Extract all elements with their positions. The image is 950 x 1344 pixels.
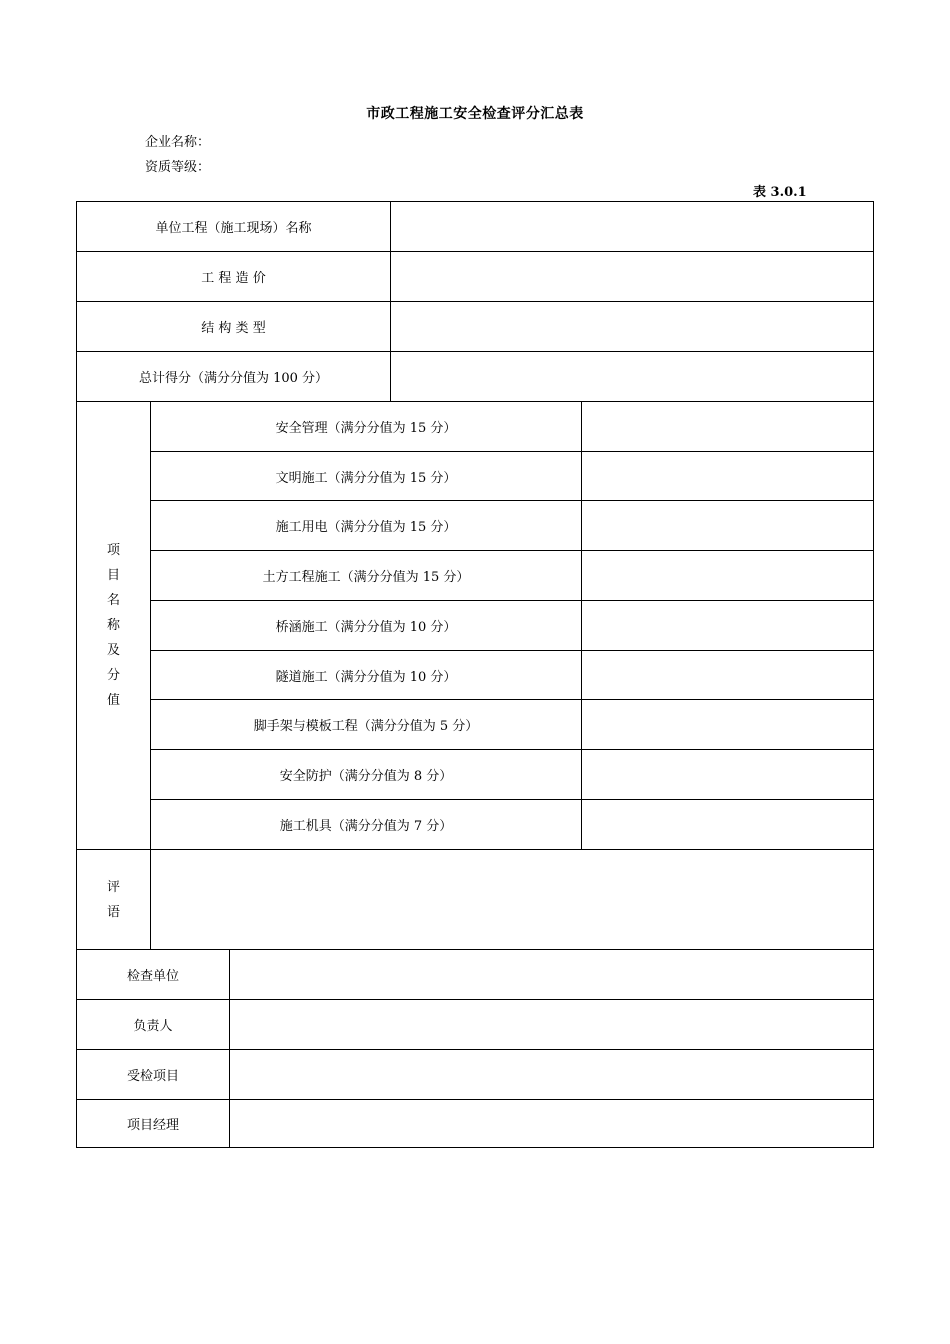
- item-scaffolding-formwork: 脚手架与模板工程（满分分值为 5 分）: [253, 719, 479, 734]
- comment-field[interactable]: [151, 850, 874, 949]
- group-label-char: 及: [106, 643, 120, 658]
- responsible-person-field[interactable]: [230, 1000, 874, 1049]
- total-score-label: 总计得分（满分分值为 100 分）: [138, 371, 329, 386]
- group-label-char: 值: [106, 693, 120, 708]
- structure-type-field[interactable]: [391, 302, 874, 351]
- comment-label-char: 语: [106, 904, 120, 920]
- score-field[interactable]: [582, 402, 874, 451]
- inspection-unit-field[interactable]: [230, 950, 874, 999]
- item-safety-protection: 安全防护（满分分值为 8 分）: [279, 769, 453, 784]
- project-name-field[interactable]: [391, 202, 874, 251]
- project-name-label: 单位工程（施工现场）名称: [155, 221, 312, 236]
- document-title: 市政工程施工安全检查评分汇总表: [366, 106, 584, 122]
- group-label-char: 名: [106, 593, 120, 608]
- score-field[interactable]: [582, 800, 874, 849]
- comment-label: [77, 850, 150, 949]
- items-group-label: [77, 402, 150, 849]
- comment-label-char: 评: [106, 879, 120, 895]
- item-earthwork: 土方工程施工（满分分值为 15 分）: [262, 570, 470, 585]
- item-safety-management: 安全管理（满分分值为 15 分）: [275, 421, 457, 436]
- score-field[interactable]: [582, 651, 874, 699]
- project-cost-label: 工 程 造 价: [201, 271, 266, 286]
- score-field[interactable]: [582, 750, 874, 799]
- summary-table: [76, 201, 874, 1148]
- group-label-char: 分: [106, 668, 120, 683]
- project-cost-field[interactable]: [391, 252, 874, 301]
- company-name-label: 企业名称：: [145, 135, 211, 150]
- table-number: 表 3.0.1: [753, 185, 807, 200]
- item-tunnel: 隧道施工（满分分值为 10 分）: [275, 669, 457, 685]
- structure-type-label: 结 构 类 型: [201, 321, 266, 336]
- score-field[interactable]: [582, 601, 874, 650]
- item-construction-machinery: 施工机具（满分分值为 7 分）: [279, 819, 453, 834]
- item-electricity: 施工用电（满分分值为 15 分）: [275, 520, 457, 535]
- group-label-char: 称: [106, 618, 120, 633]
- group-label-char: 目: [106, 568, 120, 583]
- item-bridge-culvert: 桥涵施工（满分分值为 10 分）: [275, 620, 457, 635]
- project-manager-field[interactable]: [230, 1100, 874, 1147]
- responsible-person-label: 负责人: [133, 1019, 173, 1034]
- item-civilized-construction: 文明施工（满分分值为 15 分）: [275, 470, 457, 486]
- qualification-label: 资质等级：: [145, 160, 211, 175]
- score-field[interactable]: [582, 452, 874, 500]
- score-field[interactable]: [582, 501, 874, 550]
- total-score-field[interactable]: [391, 352, 874, 401]
- group-label-char: 项: [106, 543, 120, 558]
- project-manager-label: 项目经理: [126, 1118, 179, 1133]
- inspection-unit-label: 检查单位: [126, 969, 179, 984]
- inspected-project-field[interactable]: [230, 1050, 874, 1099]
- score-field[interactable]: [582, 700, 874, 749]
- score-field[interactable]: [582, 551, 874, 600]
- inspected-project-label: 受检项目: [126, 1069, 179, 1084]
